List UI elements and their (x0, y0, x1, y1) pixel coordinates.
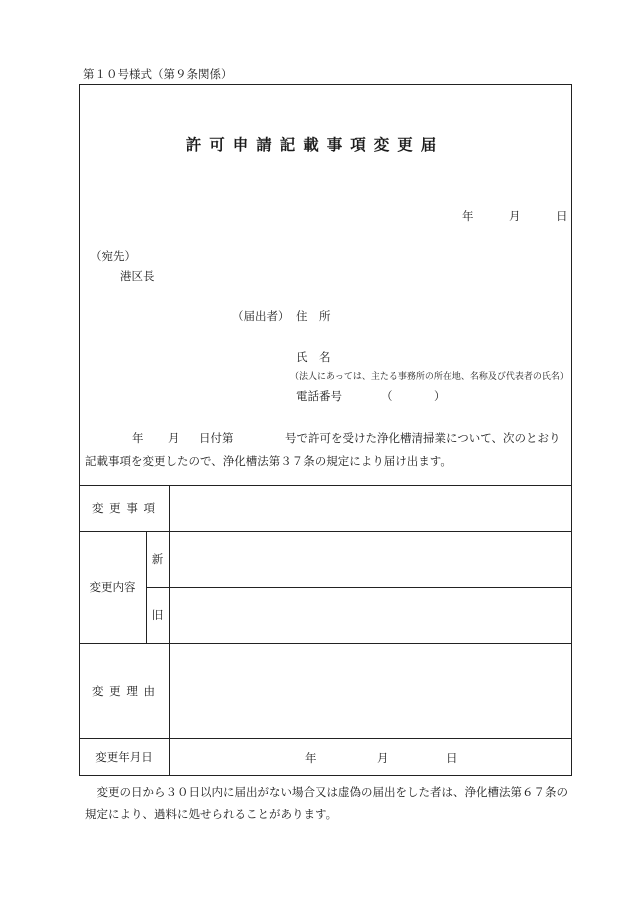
header-date-year: 年 (462, 209, 474, 223)
phone-open-paren: （ (381, 389, 393, 403)
addressee-label: （宛先） (90, 249, 136, 263)
change-item-label: 変 更 事 項 (92, 501, 156, 515)
change-reason-label: 変 更 理 由 (92, 683, 156, 698)
applicant-label: （届出者） (232, 309, 290, 323)
body-statement (85, 427, 567, 473)
change-date-day: 日 (446, 751, 458, 765)
change-date-label: 変更年月日 (95, 750, 153, 764)
body-day-number: 日付第 (199, 431, 234, 445)
body-line-2: 記載事項を変更したので、浄化槽法第３７条の規定により届け出ます。 (85, 454, 452, 468)
header-date-day: 日 (556, 209, 568, 223)
row-divider-new-old (146, 587, 572, 588)
body-year: 年 (132, 431, 144, 445)
change-content-label: 変更内容 (89, 580, 136, 594)
old-label: 旧 (151, 608, 164, 622)
name-note: （法人にあっては、主たる事務所の所在地、名称及び代表者の氏名） (290, 372, 569, 382)
label-column-border (169, 485, 170, 776)
name-label: 氏 名 (296, 350, 331, 364)
body-month: 月 (168, 431, 180, 445)
body-number-suffix: 号で許可を受けた浄化槽清掃業について、次のとおり (285, 431, 561, 445)
addressee-name: 港区長 (120, 269, 155, 283)
footer-note: 変更の日から３０日以内に届出がない場合又は虚偽の届出をした者は、浄化槽法第６７条の規定により、過料に処せられることがあります。 (85, 785, 568, 821)
change-date-year: 年 (305, 751, 317, 765)
header-date-month: 月 (509, 209, 521, 223)
change-date-month: 月 (377, 751, 389, 765)
phone-close-paren: ） (434, 389, 446, 403)
form-number: 第１０号様式（第９条関係） (83, 67, 233, 81)
phone-label: 電話番号 (296, 389, 342, 403)
new-label: 新 (151, 552, 164, 566)
address-label: 住 所 (296, 309, 331, 323)
form-title: 許可申請記載事項変更届 (185, 135, 445, 154)
